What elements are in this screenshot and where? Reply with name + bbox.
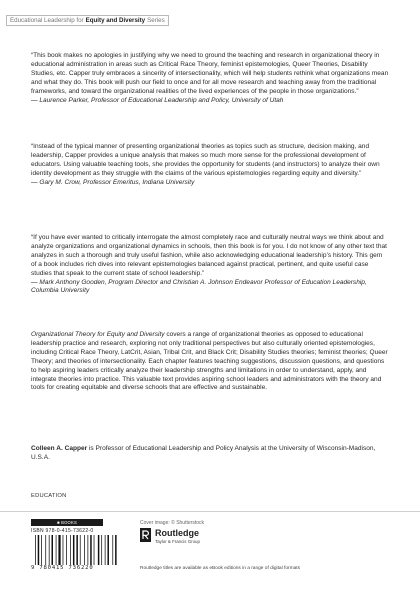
book-description [31, 331, 389, 393]
series-label [6, 15, 169, 26]
series-prefix: Educational Leadership for [10, 17, 84, 24]
series-suffix: Series [147, 17, 165, 24]
barcode-bar [73, 535, 75, 565]
barcode-bar [41, 535, 42, 565]
review-attribution: — Gary M. Crow, Professor Emeritus, Indiana University [31, 178, 195, 186]
barcode-bar [107, 535, 109, 565]
barcode-bar [76, 535, 78, 565]
book-title: Organizational Theory for Equity and Diversity [31, 331, 165, 338]
author-name: Colleen A. Capper [31, 445, 88, 452]
barcode-icon [31, 535, 127, 565]
isbn-label: ■ BOOKS [31, 519, 103, 526]
publisher-subtitle: Taylor & Francis Group [155, 539, 200, 544]
barcode-bar [52, 535, 54, 565]
barcode-bar [94, 535, 95, 565]
barcode-bar [90, 535, 92, 565]
series-header [0, 0, 420, 28]
barcode-digits: 9 780415 736220 [31, 565, 94, 571]
series-title: Equity and Diversity [85, 17, 146, 24]
isbn-number: ISBN 978-0-415-73622-0 [31, 528, 94, 534]
barcode-bar [105, 535, 106, 565]
subject-category: EDUCATION [31, 493, 67, 499]
routledge-logo-icon [140, 528, 151, 542]
review-2 [31, 143, 389, 188]
review-quote: “Instead of the typical manner of presenting organizational theories as topics such as structure, decision making, and leadership, Capper provides a unique analysis that makes so much more sense for the professional development of educators. Using valuable teaching tools, she provides the opportunity for students (and instructors) to analyze their own identity development as they struggle with the claims of the various epistemologies regarding equity and diversity.” [31, 143, 380, 177]
barcode-bar [58, 535, 60, 565]
barcode-bar [84, 535, 85, 565]
publisher-name: Routledge [155, 528, 199, 538]
barcode-bar [49, 535, 50, 565]
barcode-bar [45, 535, 46, 565]
review-attribution: — Mark Anthony Gooden, Program Director and Christian A. Johnson Endeavor Professor of Education Leadership, Columbia University [31, 278, 367, 295]
barcode-bar [38, 535, 40, 565]
review-quote: “This book makes no apologies in justifying why we need to ground the teaching and research in organizational theory in educational administration in areas such as Critical Race Theory, feminist epistemologies, Queer Theories, Disability Studies, etc. Capper truly embraces a sincerity of intersectionality, which will help students rethink what organizations mean and what they do. This book will push our field to once and for all move research and teaching away from the traditional frameworks, and toward the organizational realities of the lived experiences of the people in those organizations.” [31, 52, 389, 95]
author-bio [31, 445, 389, 463]
barcode-bar [70, 535, 71, 565]
barcode-bar [66, 535, 67, 565]
barcode-bar [98, 535, 100, 565]
barcode-bar [80, 535, 81, 565]
barcode-bar [112, 535, 113, 565]
description-body: covers a range of organizational theories as opposed to educational leadership practice and research, exploring not only traditional perspectives but also culturally oriented epistemologies, including Critical Race Theory, LatCrit, Asian, Tribal Crit, and Black Crit; Disability Studies theories; feminist theories; Queer Theory; and theories of intersectionality. Each chapter features teaching suggestions, discussion questions, and questions to help aspiring leaders critically analyze their leadership strengths and limitations in order to understand, apply, and integrate theories into practice. This valuable text provides aspiring school leaders and administrators with the theory and tools for creating equitable and diverse schools that are effective and sustainable. [31, 331, 388, 392]
review-3 [31, 234, 389, 296]
barcode-bar [88, 535, 89, 565]
author-bio-text: is Professor of Educational Leadership and Policy Analysis at the University of Wisconsin-Madison, U.S.A. [31, 445, 376, 461]
barcode-bar [35, 535, 36, 565]
barcode-bar [56, 535, 57, 565]
barcode-bar [101, 535, 102, 565]
ebook-notice: Routledge titles are available as eBook editions in a range of digital formats [140, 566, 300, 571]
barcode-bar [63, 535, 64, 565]
review-quote: “If you have ever wanted to critically interrogate the almost completely race and culturally neutral ways we think about and analyze organizations and organizational dynamics in schools, then this book is for you. I do not know of any other text that analyzes in such a thorough and truly useful fashion, while also acknowledging educational leadership’s history. This gem of a book includes rich dives into relevant epistemologies balanced against practical, pertinent, and quite useful case studies that speak to the current state of school leadership.” [31, 234, 387, 277]
cover-credit: Cover image: © Shutterstock [140, 520, 204, 526]
review-1 [31, 52, 389, 105]
barcode-bar [115, 535, 117, 565]
review-attribution: — Laurence Parker, Professor of Educational Leadership and Policy, University of Utah [31, 96, 284, 104]
divider [0, 511, 420, 512]
